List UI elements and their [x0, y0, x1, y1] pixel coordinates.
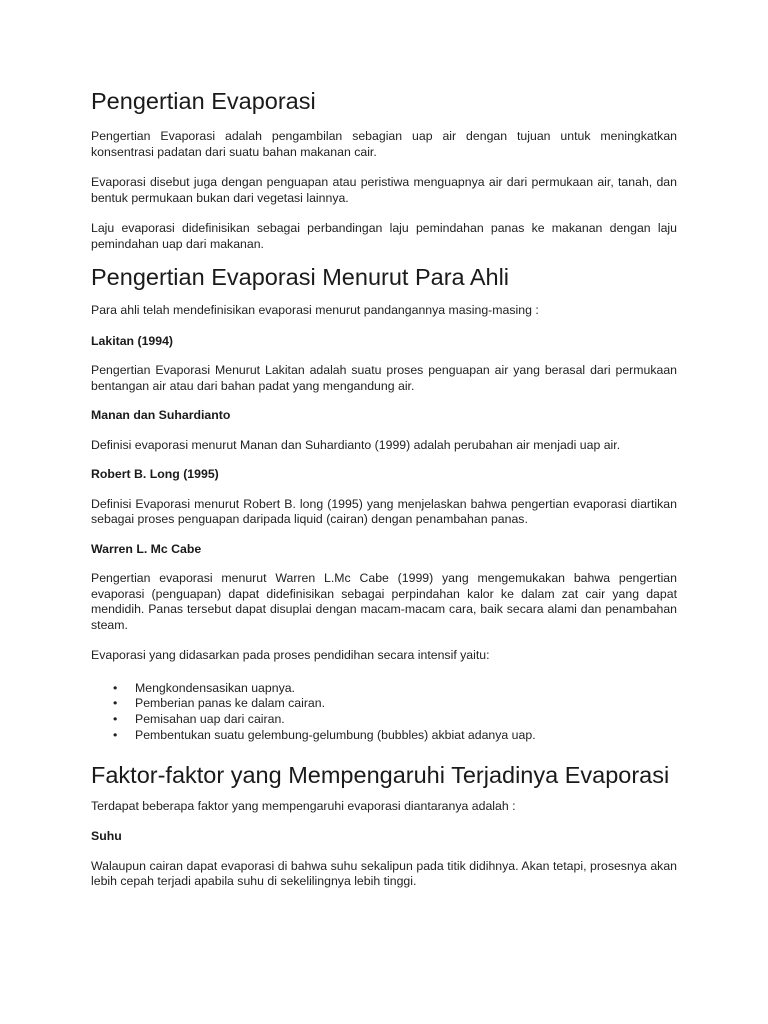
bullet-icon: • [113, 712, 118, 727]
document-page [91, 88, 677, 890]
heading-pengertian-evaporasi: Pengertian Evaporasi [91, 88, 316, 114]
subheading-robert-long: Robert B. Long (1995) [91, 467, 219, 481]
paragraph-warren-mccabe: Pengertian evaporasi menurut Warren L.Mc Cabe (1999) yang mengemukakan bahwa pengertian evaporasi (penguapan) dapat didefinisikan sebagai perpindahan kalor ke dalam zat cair yang dapat mendidih. Panas tersebut dapat disuplai dengan macam-macam cara, baik secara alami dan penambahan steam. [91, 571, 677, 632]
paragraph-penguapan: Evaporasi disebut juga dengan penguapan atau peristiwa menguapnya air dari permukaan air, tanah, dan bentuk permukaan bukan dari vegetasi lainnya. [91, 175, 677, 205]
paragraph-robert-long: Definisi Evaporasi menurut Robert B. long (1995) yang menjelaskan bahwa pengertian evaporasi diartikan sebagai proses penguapan daripada liquid (cairan) dengan penambahan panas. [91, 496, 677, 526]
paragraph-definition: Pengertian Evaporasi adalah pengambilan sebagian uap air dengan tujuan untuk meningkatkan konsentrasi padatan dari suatu bahan makanan cair. [91, 129, 677, 159]
list-item: • Pemisahan uap dari cairan. [113, 712, 285, 727]
paragraph-lakitan: Pengertian Evaporasi Menurut Lakitan adalah suatu proses penguapan air yang berasal dari permukaan bentangan air atau dari bahan padat yang mengandung air. [91, 363, 677, 393]
subheading-suhu: Suhu [91, 829, 122, 844]
list-item: • Mengkondensasikan uapnya. [113, 680, 295, 695]
paragraph-list-intro: Evaporasi yang didasarkan pada proses pendidihan secara intensif yaitu: [91, 648, 490, 662]
paragraph-para-ahli-intro: Para ahli telah mendefinisikan evaporasi menurut pandangannya masing-masing : [91, 303, 539, 317]
bullet-list [91, 681, 677, 744]
subheading-lakitan: Lakitan (1994) [91, 333, 174, 348]
paragraph-manan-suhardianto: Definisi evaporasi menurut Manan dan Suhardianto (1999) adalah perubahan air menjadi uap air. [91, 437, 621, 452]
subheading-warren-mccabe: Warren L. Mc Cabe [91, 541, 202, 556]
list-item: • Pemberian panas ke dalam cairan. [113, 696, 326, 711]
bullet-icon: • [113, 680, 118, 695]
heading-faktor-faktor: Faktor-faktor yang Mempengaruhi Terjadinya Evaporasi [91, 761, 670, 788]
bullet-icon: • [113, 696, 118, 711]
list-item: • Pembentukan suatu gelembung-gelumbung (bubbles) akbiat adanya uap. [113, 727, 536, 742]
paragraph-suhu: Walaupun cairan dapat evaporasi di bahwa suhu sekalipun pada titik didihnya. Akan tetapi, prosesnya akan lebih cepah terjadi apabila suhu di sekelilingnya lebih tinggi. [91, 858, 677, 889]
subheading-manan-suhardianto: Manan dan Suhardianto [91, 408, 231, 422]
heading-menurut-para-ahli: Pengertian Evaporasi Menurut Para Ahli [91, 264, 510, 290]
paragraph-faktor-intro: Terdapat beberapa faktor yang mempengaruhi evaporasi diantaranya adalah : [91, 798, 516, 813]
bullet-icon: • [113, 727, 118, 742]
paragraph-laju-evaporasi: Laju evaporasi didefinisikan sebagai perbandingan laju pemindahan panas ke makanan dengan laju pemindahan uap dari makanan. [91, 221, 677, 251]
